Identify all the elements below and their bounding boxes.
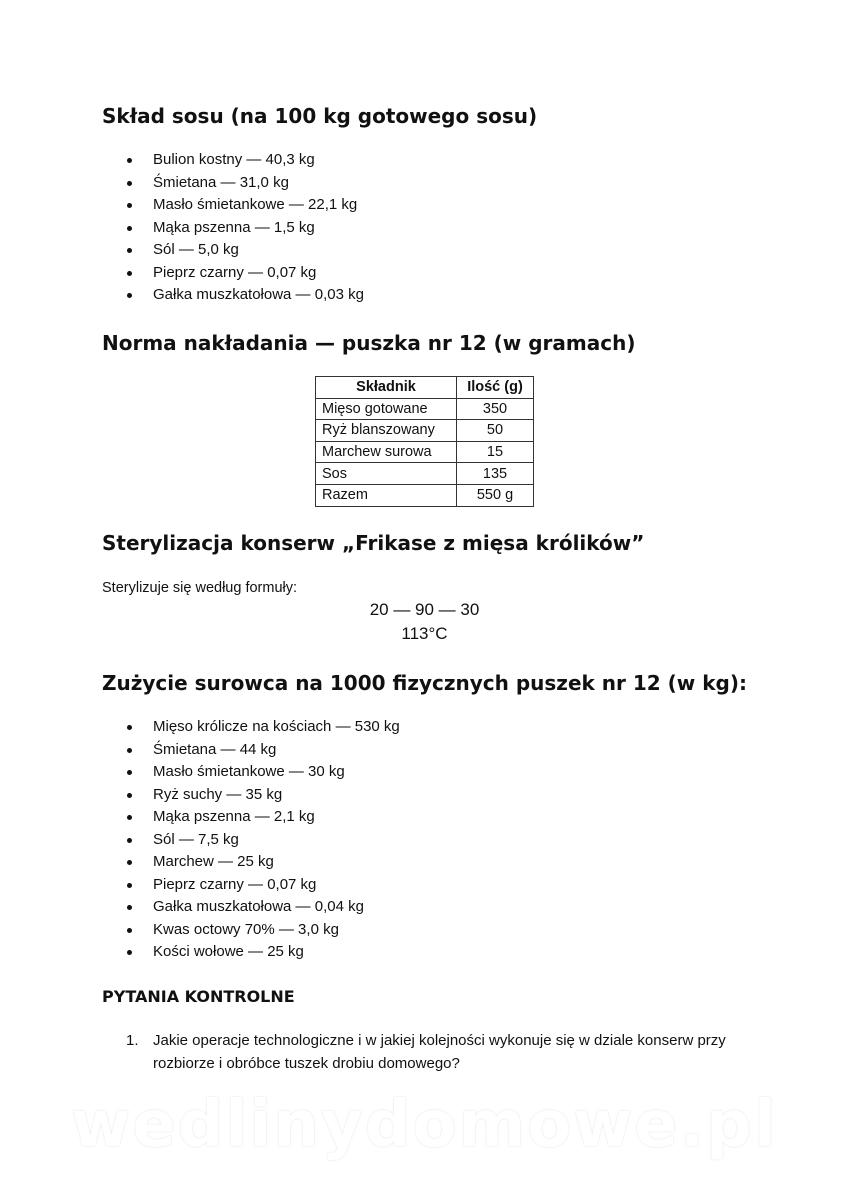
table-cell: 50 — [457, 420, 534, 442]
list-item: Marchew — 25 kg — [125, 851, 400, 874]
table-row — [316, 484, 534, 506]
list-item: Pieprz czarny — 0,07 kg — [125, 262, 364, 285]
list-item: Masło śmietankowe — 30 kg — [125, 761, 400, 784]
question-item — [126, 1030, 766, 1075]
table-row — [316, 420, 534, 442]
consumption-list — [125, 716, 400, 964]
list-item: Pieprz czarny — 0,07 kg — [125, 874, 400, 897]
sterilization-heading: Sterylizacja konserw „Frikase z mięsa królików” — [102, 531, 645, 555]
list-item: Gałka muszkatołowa — 0,04 kg — [125, 896, 400, 919]
table-cell: 15 — [457, 441, 534, 463]
questions-list — [126, 1030, 766, 1075]
norm-table — [315, 376, 534, 507]
sterilization-formula-line1: 20 — 90 — 30 — [369, 600, 480, 619]
list-item: Bulion kostny — 40,3 kg — [125, 149, 364, 172]
table-cell: Sos — [316, 463, 457, 485]
consumption-heading: Zużycie surowca na 1000 fizycznych puszek nr 12 (w kg): — [102, 671, 747, 695]
table-cell: Mięso gotowane — [316, 398, 457, 420]
list-item: Gałka muszkatołowa — 0,03 kg — [125, 284, 364, 307]
column-header: Ilość (g) — [457, 377, 534, 399]
table-header-row — [316, 377, 534, 399]
table-cell: 550 g — [457, 484, 534, 506]
questions-heading: PYTANIA KONTROLNE — [102, 987, 295, 1006]
sterilization-intro: Sterylizuje się według formuły: — [102, 580, 298, 596]
table-row — [316, 441, 534, 463]
watermark: wedlinydomowe.pl — [71, 1088, 778, 1162]
question-text: Jakie operacje technologiczne i w jakiej kolejności wykonuje się w dziale konserw przy rozbiorze i obróbce tuszek drobiu domowego? — [153, 1032, 726, 1072]
list-item: Sól — 7,5 kg — [125, 829, 400, 852]
list-item: Masło śmietankowe — 22,1 kg — [125, 194, 364, 217]
sauce-heading: Skład sosu (na 100 kg gotowego sosu) — [102, 104, 538, 128]
list-item: Ryż suchy — 35 kg — [125, 784, 400, 807]
list-item: Kości wołowe — 25 kg — [125, 941, 400, 964]
table-row — [316, 463, 534, 485]
table-cell: Marchew surowa — [316, 441, 457, 463]
list-item: Mąka pszenna — 1,5 kg — [125, 217, 364, 240]
sauce-list — [125, 149, 364, 307]
table-cell: Razem — [316, 484, 457, 506]
list-item: Kwas octowy 70% — 3,0 kg — [125, 919, 400, 942]
list-item: Sól — 5,0 kg — [125, 239, 364, 262]
question-number: 1. — [126, 1032, 139, 1049]
table-cell: Ryż blanszowany — [316, 420, 457, 442]
table-cell: 350 — [457, 398, 534, 420]
table-cell: 135 — [457, 463, 534, 485]
table-row — [316, 398, 534, 420]
norm-heading: Norma nakładania — puszka nr 12 (w gramach) — [102, 331, 636, 355]
list-item: Mąka pszenna — 2,1 kg — [125, 806, 400, 829]
list-item: Śmietana — 44 kg — [125, 739, 400, 762]
list-item: Śmietana — 31,0 kg — [125, 172, 364, 195]
sterilization-formula-line2: 113°C — [401, 624, 448, 643]
list-item: Mięso królicze na kościach — 530 kg — [125, 716, 400, 739]
column-header: Składnik — [316, 377, 457, 399]
